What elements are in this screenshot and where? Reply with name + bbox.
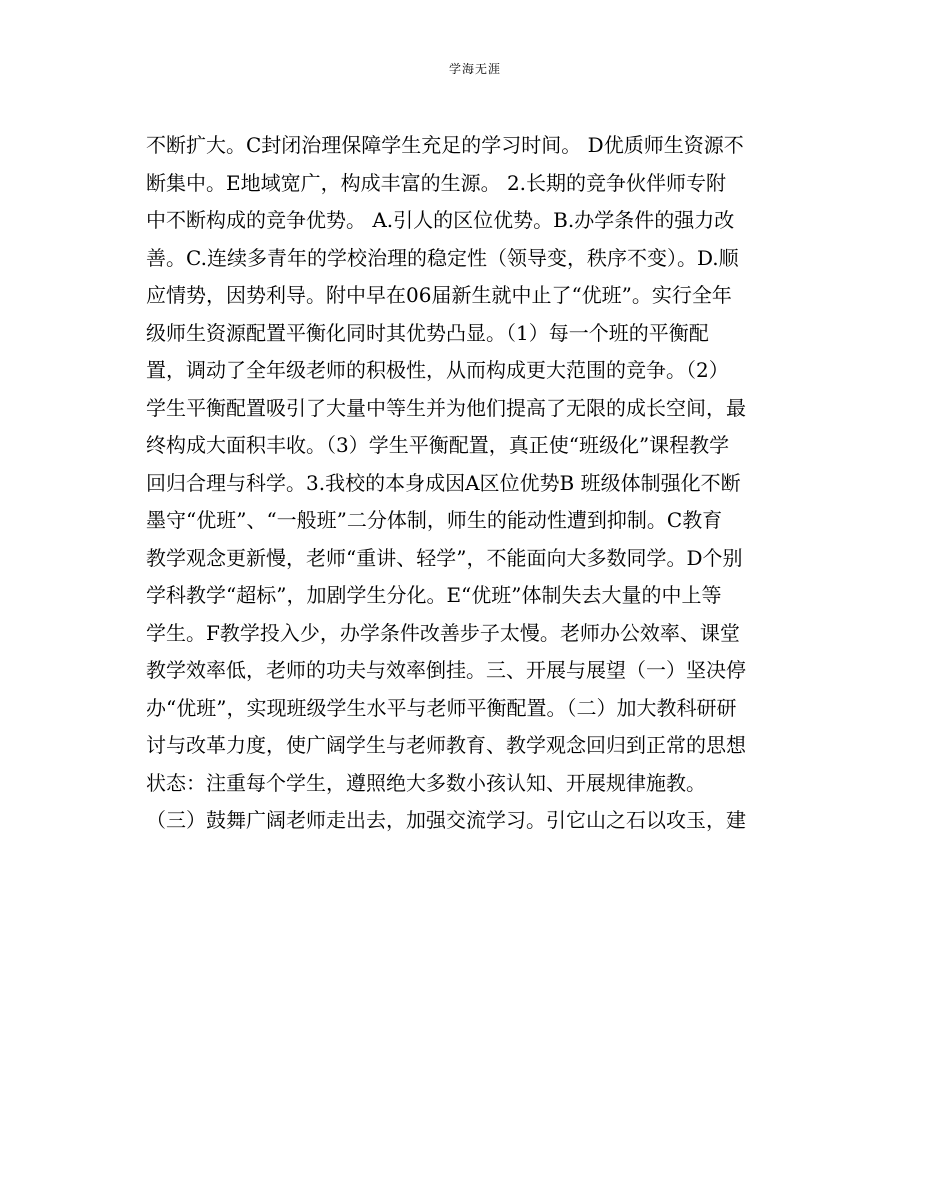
text-line: 中不断构成的竞争优势。 A.引人的区位优势。B.办学条件的强力改 — [146, 208, 735, 232]
text-line: 终构成大面积丰收。（3）学生平衡配置，真正使“班级化”课程教学 — [146, 433, 730, 457]
text-line: 教学观念更新慢，老师“重讲、轻学”，不能面向大多数同学。D个别 — [146, 545, 743, 570]
body-text — [146, 127, 816, 840]
text-line: 教学效率低，老师的功夫与效率倒挂。三、开展与展望（一）坚决停 — [146, 658, 746, 682]
page-header: 学海无涯 — [448, 62, 501, 76]
text-line: 不断扩大。C封闭治理保障学生充足的学习时间。 D优质师生资源不 — [146, 133, 744, 157]
text-line: 级师生资源配置平衡化同时其优势凸显。（1）每一个班的平衡配 — [146, 320, 709, 345]
text-line: 回归合理与科学。3.我校的本身成因A区位优势B 班级体制强化不断 — [146, 470, 741, 495]
text-line: 状态：注重每个学生，遵照绝大多数小孩认知、开展规律施教。 — [146, 770, 706, 795]
text-line: 应情势，因势利导。附中早在06届新生就中止了“优班”。实行全年 — [146, 283, 732, 307]
text-line: 断集中。E地域宽广，构成丰富的生源。 2.长期的竞争伙伴师专附 — [146, 170, 727, 195]
text-line: 办“优班”，实现班级学生水平与老师平衡配置。（二）加大教科研研 — [146, 695, 737, 720]
text-line: 讨与改革力度，使广阔学生与老师教育、教学观念回归到正常的思想 — [146, 733, 746, 757]
text-line: 置，调动了全年级老师的积极性，从而构成更大范围的竞争。（2） — [146, 358, 729, 382]
text-line: 墨守“优班”、“一般班”二分体制，师生的能动性遭到抑制。C教育 — [146, 508, 723, 532]
text-line: 学生。F教学投入少，办学条件改善步子太慢。老师办公效率、课堂 — [146, 620, 740, 645]
text-line: 学科教学“超标”，加剧学生分化。E“优班”体制失去大量的中上等 — [146, 583, 722, 607]
text-line: （三）鼓舞广阔老师走出去，加强交流学习。引它山之石以攻玉，建 — [146, 808, 746, 832]
text-line: 善。C.连续多青年的学校治理的稳定性（领导变，秩序不变）。D.顺 — [146, 245, 739, 270]
text-line: 学生平衡配置吸引了大量中等生并为他们提高了无限的成长空间，最 — [146, 395, 746, 420]
